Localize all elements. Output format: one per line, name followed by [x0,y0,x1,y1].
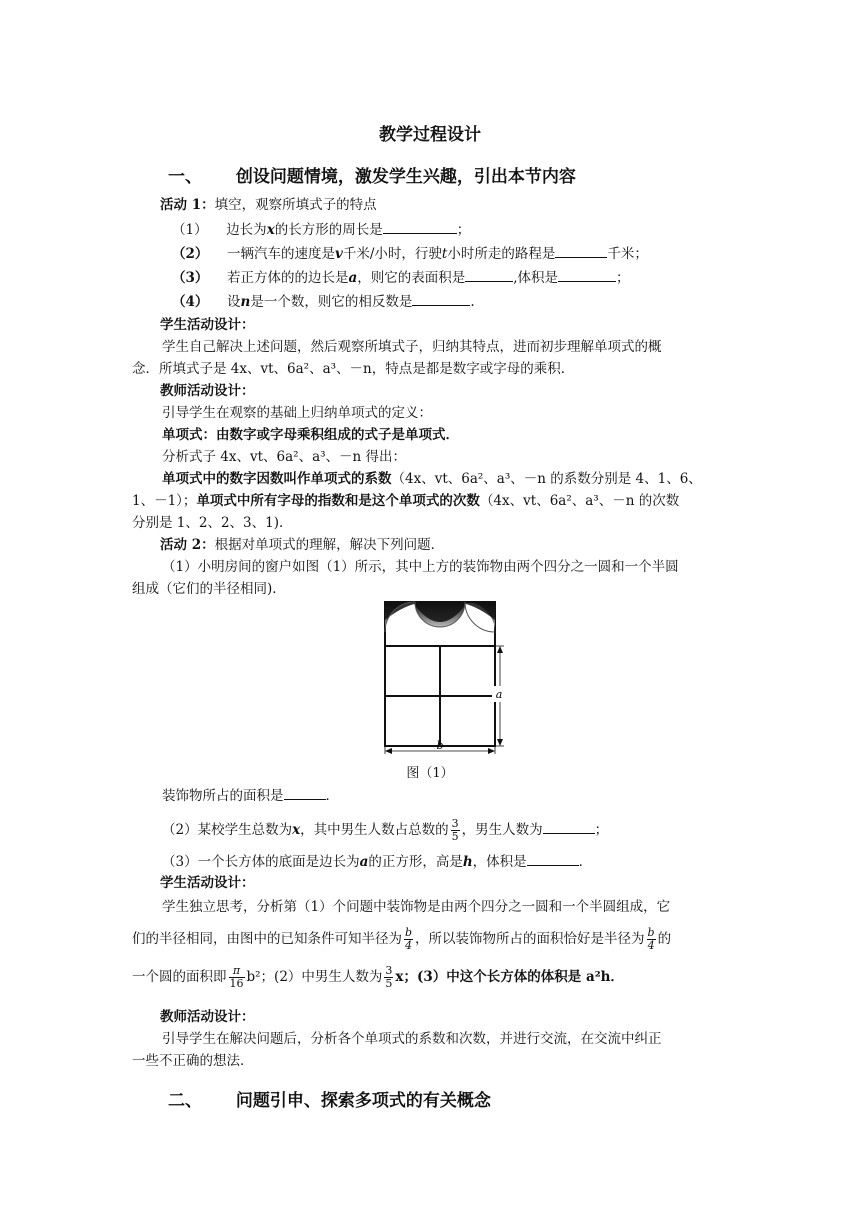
label-b: b [436,739,444,752]
q-text: ,体积是 [513,270,559,286]
q-text: ； [456,222,471,238]
section-1-title: 创设问题情境，激发学生兴趣，引出本节内容 [235,167,576,187]
q-text: 的正方形，高是 [368,854,463,870]
teacher-activity-1-line-5: 分别是 1、2、2、3、1)． [132,515,293,531]
q-text: （2）某校学生总数为 [162,822,293,838]
teacher-activity-2-line-2: 一些不正确的想法． [132,1053,254,1069]
var-a: a [359,854,369,870]
activity-2-text: 根据对单项式的理解，解决下列问题． [214,537,445,553]
student-activity-1-line-2: 念．所填式子是 4x、vt、6a²、a³、－n，特点是都是数字或字母的乘积． [132,361,575,377]
q-text: 千米； [607,246,648,262]
teacher-activity-1-line-2: 分析式子 4x、vt、6a²、a³、－n 得出： [162,449,407,465]
teacher-activity-2-label: 教师活动设计： [160,1009,255,1025]
q-text: （3）一个长方体的底面是边长为 [162,854,360,870]
section-2-heading [168,1086,491,1111]
q-text: ． [578,854,593,870]
activity-1-intro [160,196,377,214]
q-text: 边长为 [226,222,267,238]
q-text: 若正方体的的边长是 [227,270,349,286]
numerator: 3 [385,964,393,977]
fraction-pi-16 [229,965,245,990]
question-4 [172,292,475,311]
activity-1-text: 填空，观察所填式子的特点 [214,197,377,213]
answer-blank[interactable] [412,292,470,306]
numerator: 3 [451,817,459,830]
q-text: ； [616,270,630,286]
student-activity-1-label: 学生活动设计： [160,317,255,333]
question-1 [172,220,470,239]
q-text: 装饰物所占的面积是 [162,788,284,804]
page-title: 教学过程设计 [379,125,481,145]
q-number: （2） [172,246,209,262]
question-2 [172,244,648,263]
numerator: b [647,926,655,939]
q-text: . [470,294,475,310]
text: x；(3）中这个长方体的体积是 a²h． [395,969,624,985]
window-figure [380,600,510,756]
q-text: 千米/小时，行驶 [342,246,442,262]
q-text: ． [325,788,339,804]
fraction-3-5 [384,965,393,990]
activity-2-q1-answer [162,786,339,805]
label-a: a [495,688,503,701]
fraction-b-4 [404,927,413,952]
denominator: 4 [647,939,655,952]
coefficient-definition: 单项式中的数字因数叫作单项式的系数 [162,471,392,487]
activity-2-q3 [162,852,592,871]
denominator: 16 [229,977,244,990]
answer-blank[interactable] [465,268,513,282]
var-h: h [462,854,473,870]
q-text: ，男生人数为 [461,822,543,838]
numerator: π [229,965,245,978]
q-text: 设 [227,294,241,310]
section-2-number: 二、 [168,1091,202,1111]
teacher-activity-1-line-1: 引导学生在观察的基础上归纳单项式的定义： [162,405,432,421]
student-activity-2-line-3 [132,962,624,992]
answer-blank[interactable] [383,220,457,234]
teacher-activity-1-line-3 [162,470,702,488]
text: 一个圆的面积即 [132,969,227,985]
activity-2-intro [160,536,444,554]
q-text: 小时所走的路程是 [447,246,556,262]
q-text: ； [594,822,609,838]
coefficient-example: （4x、vt、6a²、a³、－n 的系数分别是 4、1、6、 [391,471,702,487]
var-n: n [240,294,251,310]
activity-2-label: 活动 2： [160,537,215,553]
var-x: x [266,222,275,238]
activity-2-q1-line-1: （1）小明房间的窗户如图（1）所示，其中上方的装饰物由两个四分之一圆和一个半圆 [162,559,679,575]
degree-example: （4x、vt、6a²、a³、－n 的次数 [479,493,680,509]
question-3 [172,268,630,287]
answer-blank[interactable] [555,244,607,258]
teacher-activity-2-line-1: 引导学生在解决问题后，分析各个单项式的系数和次数，并进行交流，在交流中纠正 [162,1031,662,1047]
text: ，所以装饰物所占的面积恰好是半径为 [415,931,645,947]
answer-blank[interactable] [284,786,326,800]
coefficient-example-end: 1、－1）； [132,493,197,509]
q-text: 是一个数，则它的相反数是 [250,294,413,310]
teacher-activity-1-label: 教师活动设计： [160,383,255,399]
denominator: 5 [385,977,393,990]
q-text: ，体积是 [472,854,527,870]
q-text: ，则它的表面积是 [357,270,466,286]
monomial-definition: 单项式：由数字或字母乘积组成的式子是单项式． [162,427,459,443]
section-2-title: 问题引申、探索多项式的有关概念 [235,1091,491,1111]
student-activity-2-label: 学生活动设计： [160,875,255,891]
q-text: ，其中男生人数占总数的 [300,822,449,838]
text: 的 [657,931,672,947]
answer-blank[interactable] [543,820,595,834]
activity-2-q2 [162,816,608,844]
text: 们的半径相同，由图中的已知条件可知半径为 [132,931,402,947]
q-number: （1） [172,222,208,238]
q-text: 一辆汽车的速度是 [227,246,335,262]
var-t: t [441,246,448,262]
q-number: （4） [172,294,209,310]
text: b²；(2）中男生人数为 [246,969,383,985]
q-text: 的长方形的周长是 [274,222,383,238]
denominator: 4 [405,939,413,952]
section-1-number: 一、 [168,167,202,187]
student-activity-1-line-1: 学生自己解决上述问题，然后观察所填式子，归纳其特点，进而初步理解单项式的概 [162,339,662,355]
denominator: 5 [451,830,459,843]
student-activity-2-line-2 [132,924,671,954]
activity-1-label: 活动 1： [160,197,215,213]
var-v: v [335,246,343,262]
student-activity-2-line-1: 学生独立思考，分析第（1）个问题中装饰物是由两个四分之一圆和一个半圆组成，它 [162,899,671,915]
fraction-b-4 [647,927,656,952]
activity-2-q1-line-2: 组成（它们的半径相同)． [132,581,286,597]
answer-blank[interactable] [558,268,616,282]
fraction-3-5 [451,818,460,843]
var-a: a [348,270,358,286]
teacher-activity-1-line-4 [132,492,679,510]
degree-definition: 单项式中所有字母的指数和是这个单项式的次数 [196,493,480,509]
answer-blank[interactable] [527,852,579,866]
section-1-heading [168,162,576,187]
figure-caption: 图（1） [406,766,454,781]
numerator: b [405,926,413,939]
var-x: x [292,822,301,838]
q-number: （3） [172,270,209,286]
